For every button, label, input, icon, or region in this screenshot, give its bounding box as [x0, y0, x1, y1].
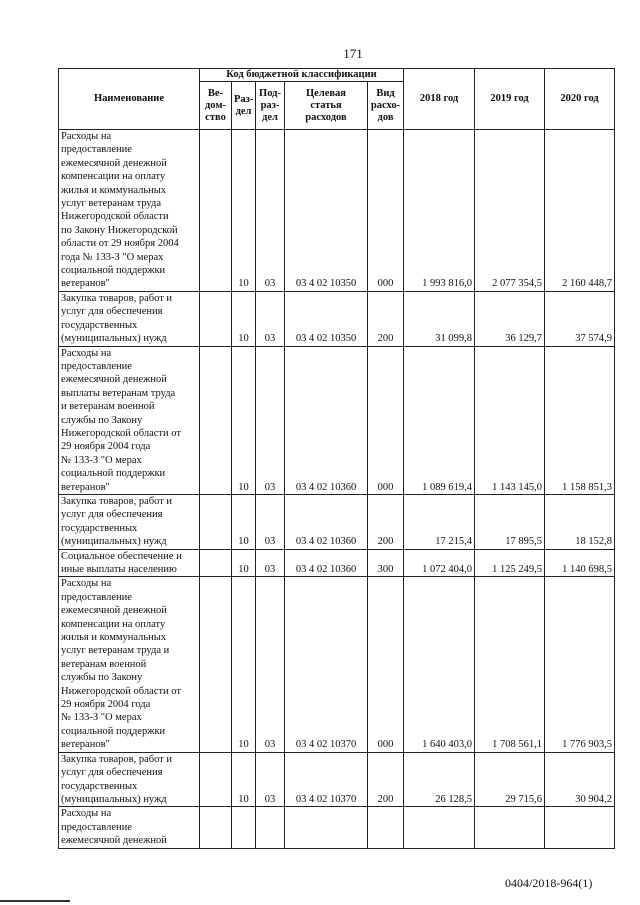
row-razdel-cell: 10 — [232, 346, 256, 494]
document-code: 0404/2018-964(1) — [505, 876, 593, 890]
row-vedomstvo-cell — [200, 577, 232, 752]
row-razdel-cell: 10 — [232, 291, 256, 346]
row-2020-cell: 1 140 698,5 — [545, 549, 615, 577]
row-name-cell: Расходы на предоставление ежемесячной денежной компенсации на оплату жилья и коммунальных услуг ветеранам труда и ветеранам военной службы по Закону Нижегородской области от 29 ноября 2004 года № 133-З "О мерах социальной поддержки ветеранов" — [59, 577, 200, 752]
row-2019-cell: 29 715,6 — [475, 752, 545, 807]
header-2019: 2019 год — [475, 69, 545, 130]
row-2019-cell: 17 895,5 — [475, 494, 545, 549]
row-2018-cell: 26 128,5 — [404, 752, 475, 807]
table-header — [59, 69, 615, 130]
row-name-cell: Социальное обеспечение и иные выплаты населению — [59, 549, 200, 577]
row-target-cell: 03 4 02 10360 — [285, 494, 368, 549]
row-vedomstvo-cell — [200, 130, 232, 292]
row-podrazdel-cell: 03 — [256, 130, 285, 292]
row-name-cell: Расходы на предоставление ежемесячной денежной компенсации на оплату жилья и коммунальных услуг ветеранам труда Нижегородской области по Закону Нижегородской области от 29 ноября 2004 года № 133-З "О мерах социальной поддержки ветеранов" — [59, 130, 200, 292]
row-podrazdel-cell: 03 — [256, 752, 285, 807]
row-target-cell: 03 4 02 10350 — [285, 130, 368, 292]
row-2019-cell: 2 077 354,5 — [475, 130, 545, 292]
row-vid-cell: 000 — [368, 346, 404, 494]
header-target: Целевая статья расходов — [285, 82, 368, 130]
header-vedomstvo: Ве- дом- ство — [200, 82, 232, 130]
row-2020-cell: 1 776 903,5 — [545, 577, 615, 752]
header-razdel: Раз- дел — [232, 82, 256, 130]
row-vid-cell: 000 — [368, 577, 404, 752]
row-razdel-cell: 10 — [232, 130, 256, 292]
row-target-cell: 03 4 02 10360 — [285, 346, 368, 494]
row-2020-cell: 1 158 851,3 — [545, 346, 615, 494]
row-vid-cell: 200 — [368, 752, 404, 807]
table-row — [59, 752, 615, 807]
row-razdel-cell — [232, 807, 256, 848]
row-2018-cell: 1 072 404,0 — [404, 549, 475, 577]
row-podrazdel-cell: 03 — [256, 549, 285, 577]
row-target-cell: 03 4 02 10370 — [285, 577, 368, 752]
row-2020-cell: 2 160 448,7 — [545, 130, 615, 292]
row-vid-cell: 000 — [368, 130, 404, 292]
row-target-cell: 03 4 02 10370 — [285, 752, 368, 807]
row-2018-cell: 1 089 619,4 — [404, 346, 475, 494]
row-podrazdel-cell — [256, 807, 285, 848]
row-razdel-cell: 10 — [232, 577, 256, 752]
row-razdel-cell: 10 — [232, 752, 256, 807]
row-vedomstvo-cell — [200, 346, 232, 494]
row-podrazdel-cell: 03 — [256, 577, 285, 752]
row-target-cell: 03 4 02 10350 — [285, 291, 368, 346]
header-vid: Вид расхо- дов — [368, 82, 404, 130]
row-name-cell: Закупка товаров, работ и услуг для обеспечения государственных (муниципальных) нужд — [59, 291, 200, 346]
row-vedomstvo-cell — [200, 807, 232, 848]
table-row — [59, 291, 615, 346]
row-vedomstvo-cell — [200, 549, 232, 577]
table-row — [59, 494, 615, 549]
header-classification-group: Код бюджетной классификации — [200, 69, 404, 82]
page-number: 171 — [343, 46, 363, 61]
row-2018-cell: 1 993 816,0 — [404, 130, 475, 292]
row-2020-cell — [545, 807, 615, 848]
row-vid-cell: 200 — [368, 291, 404, 346]
budget-table — [58, 68, 615, 849]
row-2018-cell: 31 099,8 — [404, 291, 475, 346]
row-podrazdel-cell: 03 — [256, 291, 285, 346]
table-row — [59, 346, 615, 494]
row-vedomstvo-cell — [200, 752, 232, 807]
row-vedomstvo-cell — [200, 494, 232, 549]
table-row — [59, 807, 615, 848]
row-2019-cell: 1 708 561,1 — [475, 577, 545, 752]
row-target-cell — [285, 807, 368, 848]
row-name-cell: Расходы на предоставление ежемесячной денежной выплаты ветеранам труда и ветеранам военной службы по Закону Нижегородской области от 29 ноября 2004 года № 133-З "О мерах социальной поддержки ветеранов" — [59, 346, 200, 494]
table-row — [59, 577, 615, 752]
table-row — [59, 130, 615, 292]
header-podrazdel: Под- раз- дел — [256, 82, 285, 130]
header-2020: 2020 год — [545, 69, 615, 130]
row-vid-cell: 300 — [368, 549, 404, 577]
scan-edge-mark — [0, 900, 70, 902]
row-2018-cell — [404, 807, 475, 848]
row-name-cell: Закупка товаров, работ и услуг для обеспечения государственных (муниципальных) нужд — [59, 494, 200, 549]
row-2020-cell: 37 574,9 — [545, 291, 615, 346]
table-row — [59, 549, 615, 577]
row-vid-cell — [368, 807, 404, 848]
row-name-cell: Расходы на предоставление ежемесячной денежной — [59, 807, 200, 848]
row-podrazdel-cell: 03 — [256, 494, 285, 549]
row-name-cell: Закупка товаров, работ и услуг для обеспечения государственных (муниципальных) нужд — [59, 752, 200, 807]
row-2018-cell: 17 215,4 — [404, 494, 475, 549]
row-vid-cell: 200 — [368, 494, 404, 549]
row-razdel-cell: 10 — [232, 549, 256, 577]
row-2019-cell: 36 129,7 — [475, 291, 545, 346]
row-podrazdel-cell: 03 — [256, 346, 285, 494]
row-2019-cell — [475, 807, 545, 848]
row-vedomstvo-cell — [200, 291, 232, 346]
row-target-cell: 03 4 02 10360 — [285, 549, 368, 577]
header-name: Наименование — [59, 69, 200, 130]
row-2020-cell: 30 904,2 — [545, 752, 615, 807]
row-2018-cell: 1 640 403,0 — [404, 577, 475, 752]
table-body — [59, 130, 615, 849]
row-2020-cell: 18 152,8 — [545, 494, 615, 549]
row-2019-cell: 1 125 249,5 — [475, 549, 545, 577]
header-2018: 2018 год — [404, 69, 475, 130]
row-2019-cell: 1 143 145,0 — [475, 346, 545, 494]
row-razdel-cell: 10 — [232, 494, 256, 549]
